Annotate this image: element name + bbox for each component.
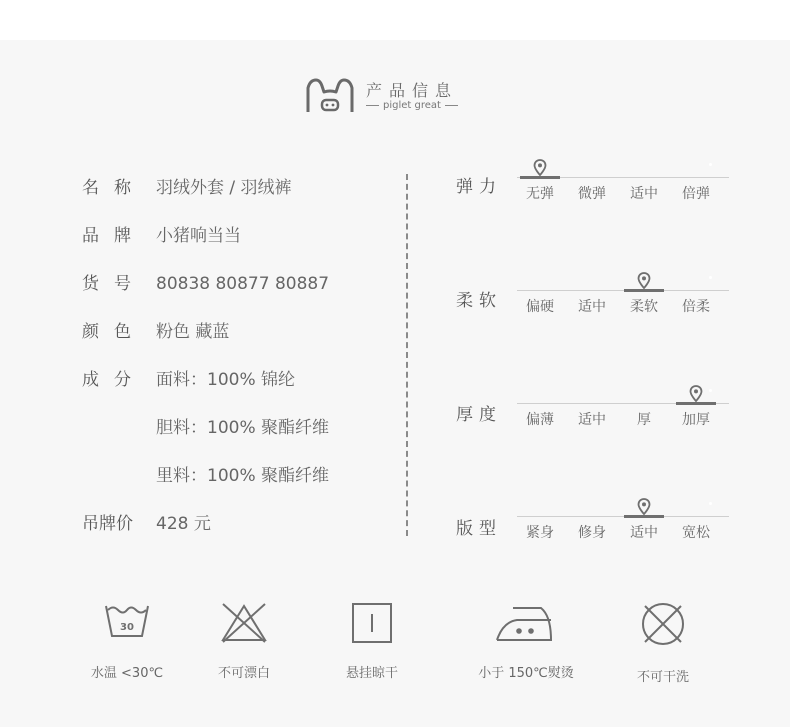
info-label: 吊牌价 [82, 514, 133, 534]
info-composition-2 [82, 413, 329, 438]
info-value: 小猪响当当 [156, 226, 241, 246]
care-label: 悬挂晾干 [345, 666, 398, 681]
scale-track [517, 516, 729, 517]
care-item-dry [307, 600, 437, 681]
info-brand [82, 221, 241, 246]
section-subtitle: piglet great [366, 100, 458, 111]
care-label: 不可漂白 [217, 666, 270, 681]
info-composition [82, 365, 295, 390]
scale-option: 倍柔 [682, 299, 710, 315]
location-pin-icon [689, 385, 703, 403]
location-pin-icon [637, 272, 651, 290]
info-label: 品牌 [82, 226, 146, 246]
scale-option: 无弹 [526, 186, 554, 202]
scale-label: 版型 [456, 519, 502, 539]
iron-low-icon [493, 600, 559, 644]
wash-30-icon [102, 600, 152, 644]
scale-option: 偏薄 [526, 412, 554, 428]
care-item-wash [62, 600, 192, 681]
info-composition-3 [82, 461, 329, 486]
info-sku [82, 269, 329, 294]
composition-item: 面料：100% 锦纶 [156, 370, 296, 390]
dashed-divider [406, 174, 408, 536]
scale-label: 厚度 [456, 405, 502, 425]
info-label: 名称 [82, 178, 146, 198]
info-value: 粉色 藏蓝 [156, 322, 230, 342]
scale-option: 倍弹 [682, 186, 710, 202]
scale-option: 紧身 [526, 525, 554, 541]
info-price [82, 509, 211, 534]
care-item-dryclean [598, 600, 728, 685]
scale-option: 适中 [578, 299, 606, 315]
section-title: 产品信息 [366, 81, 459, 100]
composition-item: 里料：100% 聚酯纤维 [156, 466, 330, 486]
scale-option: 加厚 [682, 412, 710, 428]
care-item-iron [461, 600, 591, 681]
location-pin-icon [533, 159, 547, 177]
info-value: 羽绒外套 / 羽绒裤 [156, 178, 292, 198]
care-item-bleach [179, 600, 309, 681]
pig-logo-icon [304, 76, 356, 116]
scale-option: 柔软 [630, 299, 658, 315]
info-value: 80838 80877 80887 [156, 274, 330, 294]
scale-option: 偏硬 [526, 299, 554, 315]
location-pin-icon [637, 498, 651, 516]
care-label: 不可干洗 [636, 670, 689, 685]
scale-option: 厚 [637, 412, 651, 428]
decorative-dot [709, 502, 712, 505]
scale-label: 弹力 [456, 177, 502, 197]
no-bleach-icon [219, 600, 269, 644]
info-name [82, 173, 292, 198]
composition-item: 胆料：100% 聚酯纤维 [156, 418, 330, 438]
scale-track [517, 290, 729, 291]
info-label: 颜色 [82, 322, 146, 342]
decorative-dot [709, 389, 712, 392]
info-color [82, 317, 229, 342]
svg-text:30: 30 [120, 622, 134, 633]
scale-option: 适中 [578, 412, 606, 428]
info-value: 428 元 [156, 514, 211, 534]
care-label: 水温 <30℃ [90, 666, 164, 681]
scale-option: 修身 [578, 525, 606, 541]
scale-label: 柔软 [456, 291, 502, 311]
decorative-dot [709, 163, 712, 166]
scale-option: 宽松 [682, 525, 710, 541]
no-dry-clean-icon [638, 600, 688, 648]
info-label: 货号 [82, 274, 146, 294]
care-label: 小于 150℃熨烫 [478, 666, 574, 681]
info-label: 成分 [82, 370, 146, 390]
hang-dry-icon [347, 600, 397, 644]
scale-option: 适中 [630, 525, 658, 541]
scale-option: 适中 [630, 186, 658, 202]
decorative-dot [709, 276, 712, 279]
scale-option: 微弹 [578, 186, 606, 202]
